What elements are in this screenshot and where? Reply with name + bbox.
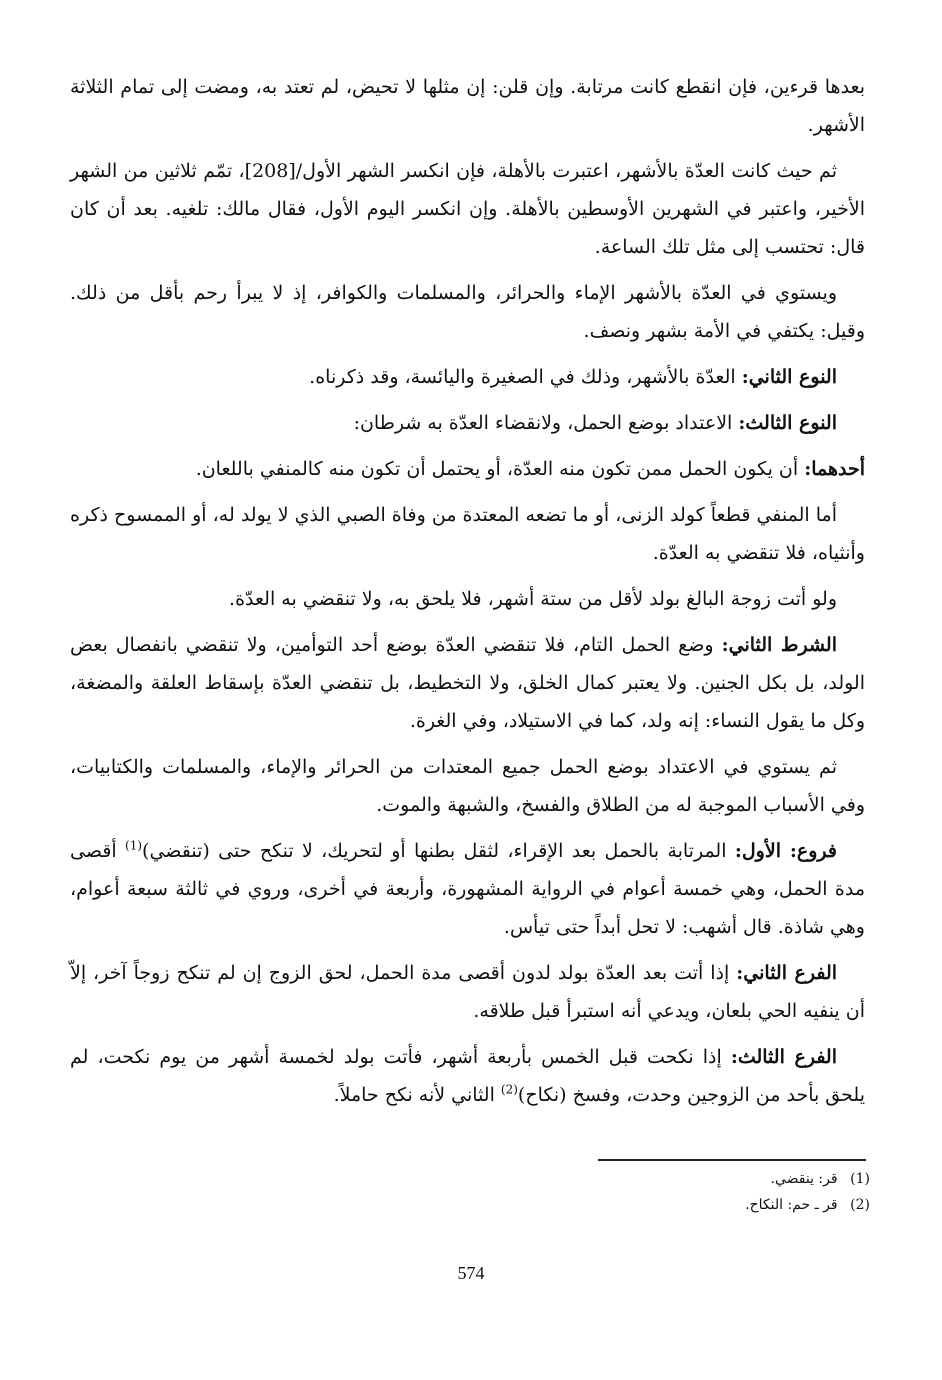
paragraph: [70, 626, 865, 740]
footnote-text: قر ـ حم: النكاح.: [745, 1197, 838, 1213]
page-number: 574: [457, 1263, 485, 1283]
paragraph-text: أما المنفي قطعاً كولد الزنى، أو ما تضعه المعتدة من وفاة الصبي الذي لا يولد له، أو الممسوح ذكره وأنثياه، فلا تنقضي به العدّة.: [70, 504, 865, 564]
section-heading: الفرع الثاني:: [736, 962, 838, 984]
paragraph-text: بعدها قرءين، فإن انقطع كانت مرتابة. وإن قلن: إن مثلها لا تحيض، لم تعتد به، ومضت إلى تمام الثلاثة الأشهر.: [70, 76, 865, 136]
paragraph-text: العدّة بالأشهر، وذلك في الصغيرة واليائسة، وقد ذكرناه.: [309, 366, 736, 388]
paragraph: [70, 358, 865, 396]
paragraph: [70, 68, 865, 144]
section-heading: فروع: الأول:: [734, 840, 837, 862]
paragraph: [70, 832, 865, 946]
paragraph-text: ثم يستوي في الاعتداد بوضع الحمل جميع المعتدات من الحرائر والإماء، والمسلمات والكتابيات، وفي الأسباب الموجبة له من الطلاق والفسخ، والشبهة والموت.: [70, 756, 865, 816]
paragraph-text: الاعتداد بوضع الحمل، ولانقضاء العدّة به شرطان:: [353, 412, 733, 434]
section-heading: الشرط الثاني:: [721, 634, 837, 656]
footnote-number: (1): [850, 1171, 870, 1187]
paragraph-text: أقصى مدة الحمل، وهي خمسة أعوام في الرواية المشهورة، وأربعة في أخرى، وروي في ثالثة سبعة أعوام، وهي شاذة. قال أشهب: لا تحل أبداً حتى تيأس.: [70, 840, 865, 938]
paragraph-text: المرتابة بالحمل بعد الإقراء، لثقل بطنها أو لتحريك، لا تنكح حتى (تنقضي): [142, 840, 727, 862]
paragraph-text: الثاني لأنه نكح حاملاً.: [333, 1084, 501, 1106]
section-heading: الفرع الثالث:: [730, 1046, 837, 1068]
footnotes: [470, 1166, 870, 1218]
paragraph: [70, 748, 865, 824]
footnote-text: قر: ينقضي.: [770, 1171, 838, 1187]
main-text: [70, 68, 865, 1122]
paragraph: [70, 1038, 865, 1114]
paragraph-text: إذا نكحت قبل الخمس بأربعة أشهر، فأتت بولد لخمسة أشهر من يوم نكحت، لم يلحق بأحد من الزوجين وحدت، وفسخ (نكاح): [70, 1046, 865, 1106]
footnote-marker: (2): [500, 1082, 518, 1097]
paragraph: [70, 580, 865, 618]
paragraph-text: أن يكون الحمل ممن تكون منه العدّة، أو يحتمل أن تكون منه كالمنفي باللعان.: [195, 458, 799, 480]
footnote-marker: (1): [125, 838, 143, 853]
footnote: [470, 1166, 870, 1192]
section-heading: أحدهما:: [804, 458, 865, 480]
section-heading: النوع الثاني:: [741, 366, 837, 388]
paragraph-text: ولو أتت زوجة البالغ بولد لأقل من ستة أشهر، فلا يلحق به، ولا تنقضي به العدّة.: [229, 588, 837, 610]
paragraph: [70, 404, 865, 442]
section-heading: النوع الثالث:: [738, 412, 837, 434]
paragraph-text: إذا أتت بعد العدّة بولد لدون أقصى مدة الحمل، لحق الزوج إن لم تنكح زوجاً آخر، إلاّ أن ينفيه الحي بلعان، ويدعي أنه استبرأ قبل طلاقه.: [70, 962, 865, 1022]
paragraph-text: ويستوي في العدّة بالأشهر الإماء والحرائر، والمسلمات والكوافر، إذ لا يبرأ رحم بأقل من ذلك. وقيل: يكتفي في الأمة بشهر ونصف.: [70, 282, 865, 342]
footnote: [470, 1192, 870, 1218]
paragraph: [70, 274, 865, 350]
footnote-number: (2): [850, 1197, 870, 1213]
paragraph: [70, 496, 865, 572]
paragraph: [70, 450, 865, 488]
paragraph-text: وضع الحمل التام، فلا تنقضي العدّة بوضع أحد التوأمين، ولا تنقضي بانفصال بعض الولد، بل بكل الجنين. ولا يعتبر كمال الخلق، ولا التخطيط، بل تنقضي العدّة بإسقاط العلقة والمضغة، وكل ما يقول النساء: إنه ولد، كما في الاستيلاد، وفي الغرة.: [70, 634, 865, 732]
paragraph-text: ثم حيث كانت العدّة بالأشهر، اعتبرت بالأهلة، فإن انكسر الشهر الأول/[208]، تمّم ثلاثين من الشهر الأخير، واعتبر في الشهرين الأوسطين بالأهلة. وإن انكسر اليوم الأول، فقال مالك: تلغيه. بعد أن كان قال: تحتسب إلى مثل تلك الساعة.: [70, 160, 865, 258]
paragraph: [70, 152, 865, 266]
footnote-divider: [598, 1159, 866, 1161]
paragraph: [70, 954, 865, 1030]
